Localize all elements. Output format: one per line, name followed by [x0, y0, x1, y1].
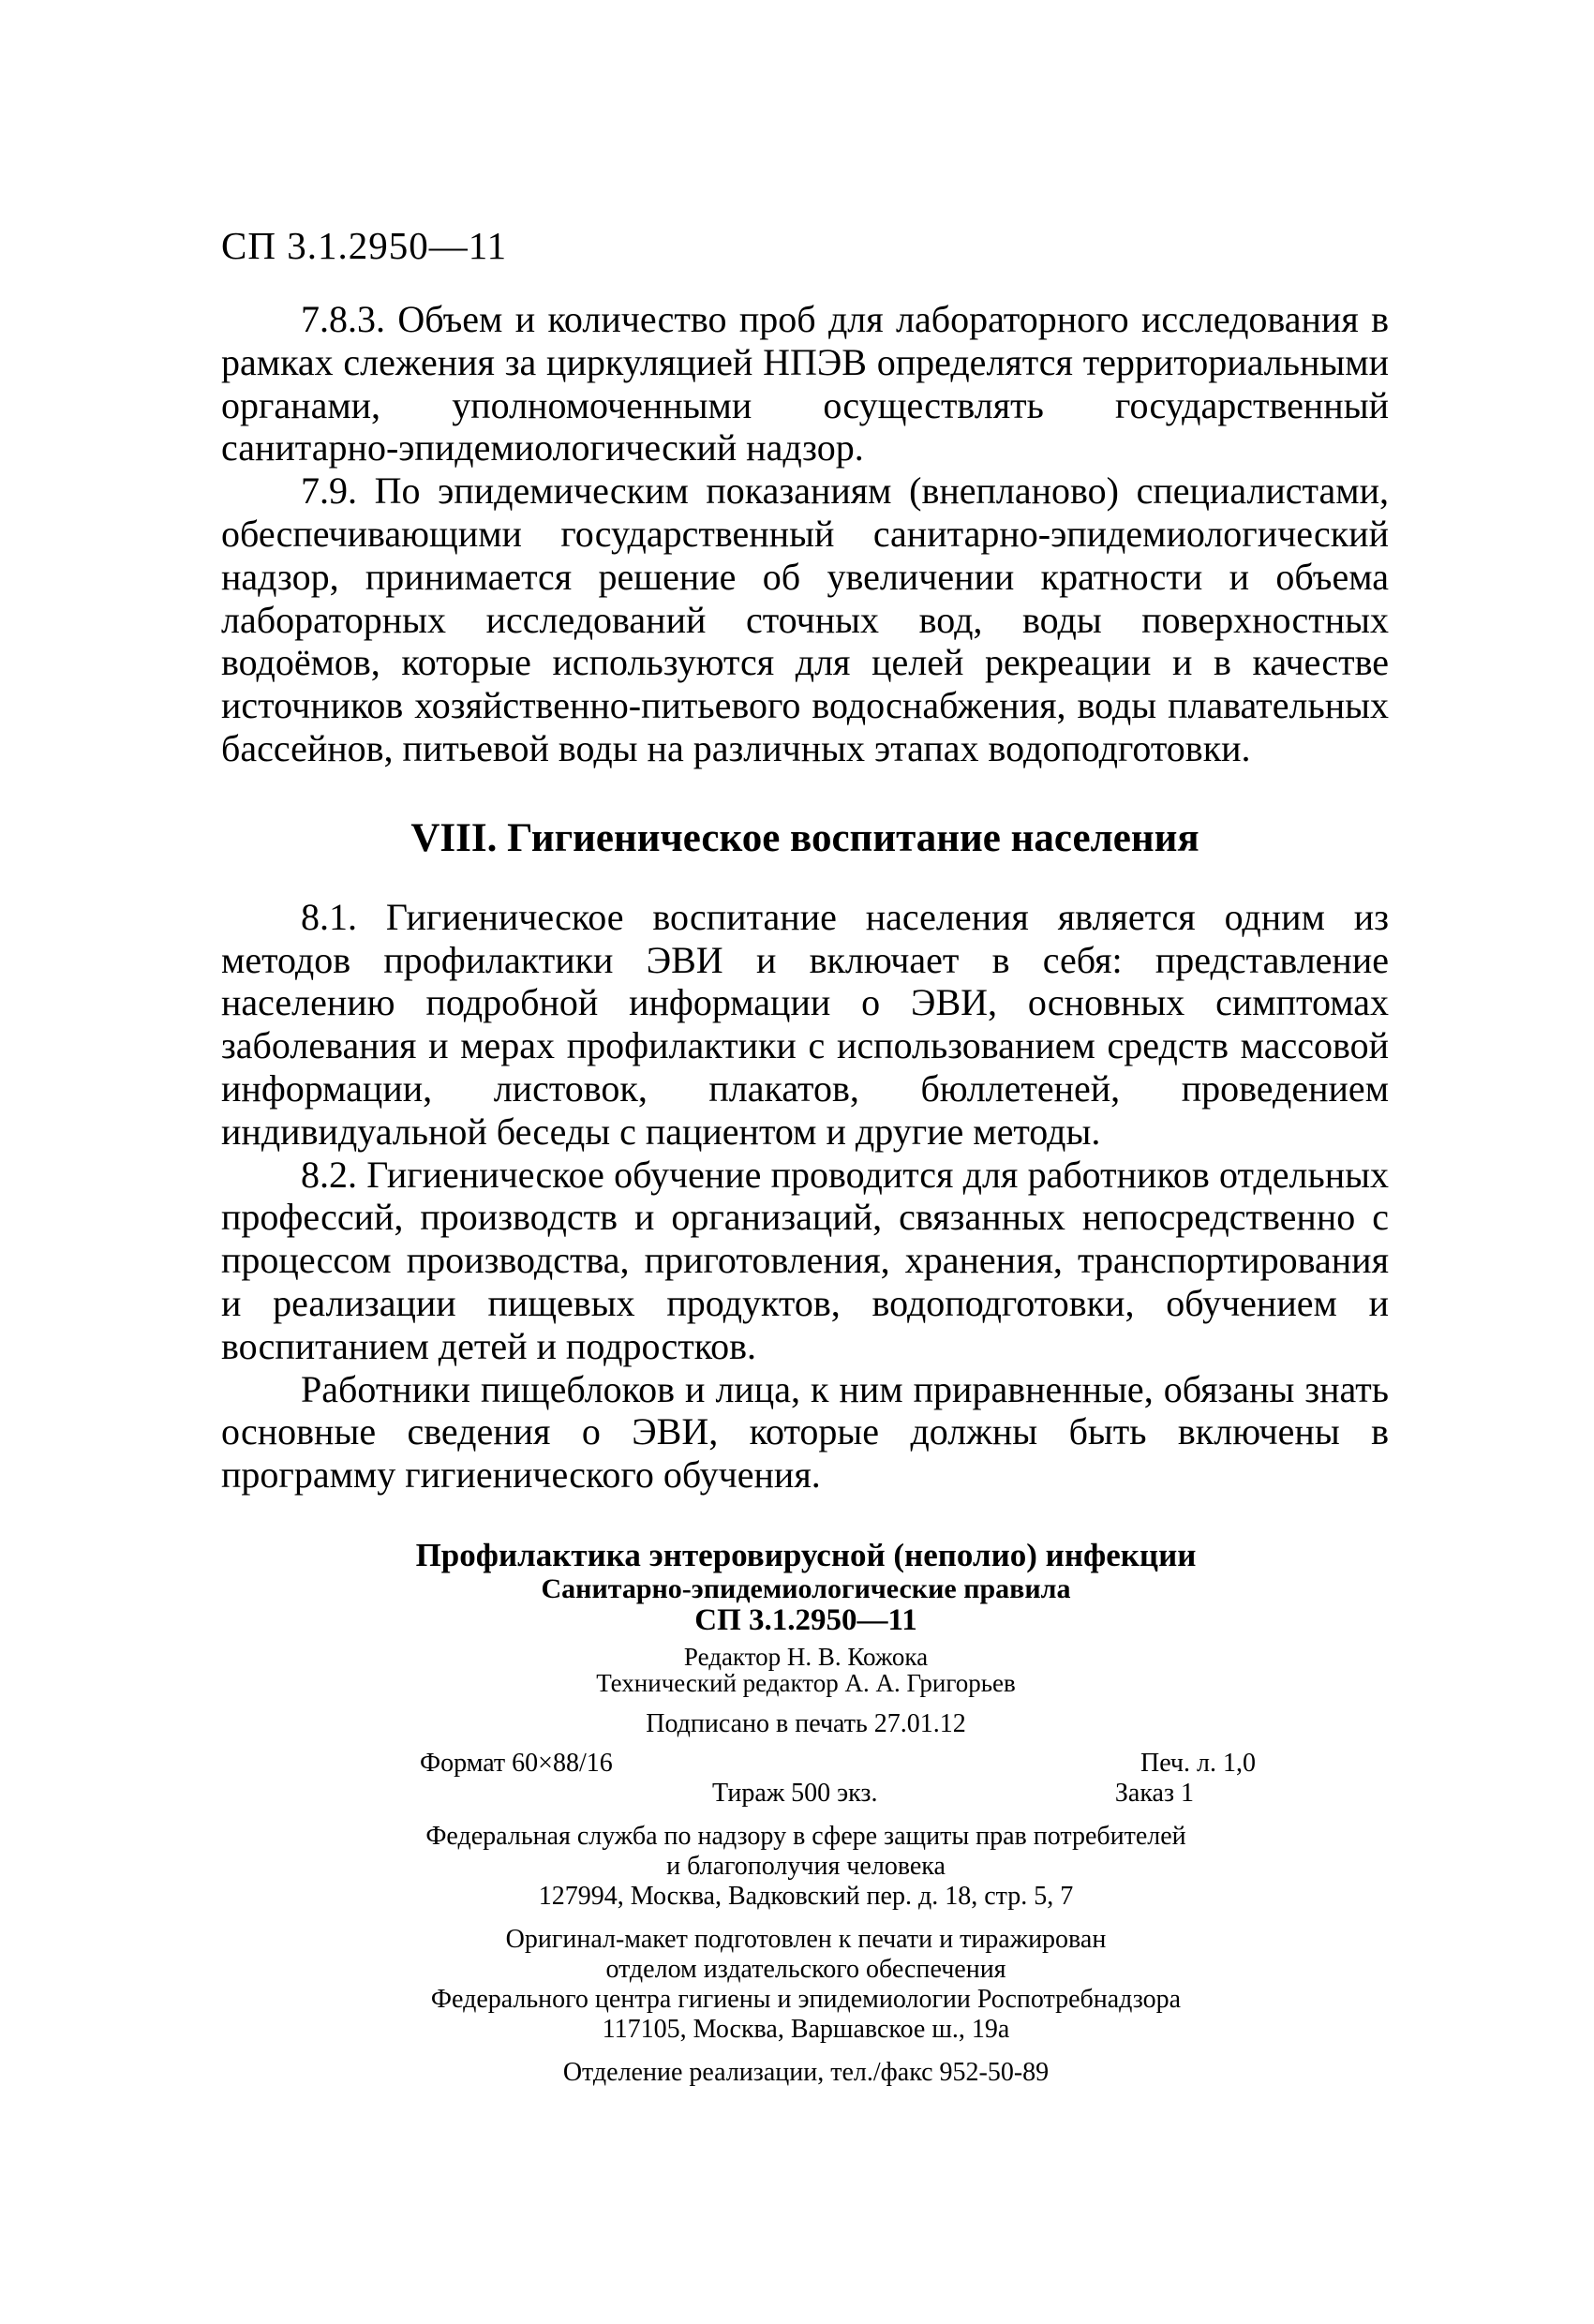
imprint-sales: Отделение реализации, тел./факс 952-50-89	[562, 2058, 1050, 2087]
paragraph-7-8-3: 7.8.3. Объем и количество проб для лабораторного исследования в рамках слежения за циркуляцией НПЭВ определятся территориальными органами, уполномоченными осуществлять государственный санитарно-эпидемиологический надзор.	[221, 298, 1389, 469]
imprint-block	[356, 1537, 1256, 2088]
imprint-tech-editor: Технический редактор А. А. Григорьев	[596, 1669, 1016, 1697]
imprint-format-row	[356, 1749, 1256, 1809]
imprint-agency-address: 127994, Москва, Вадковский пер. д. 18, стр. 5, 7	[538, 1882, 1074, 1911]
imprint-layout-line2: отделом издательского обеспечения	[605, 1955, 1006, 1984]
imprint-order: Заказ 1	[1114, 1779, 1194, 1808]
imprint-layout-line1: Оригинал-макет подготовлен к печати и тиражирован	[505, 1925, 1107, 1954]
imprint-layout-line3: Федерального центра гигиены и эпидемиологии Роспотребнадзора	[430, 1985, 1182, 2014]
main-text	[221, 298, 1389, 1497]
imprint-signed: Подписано в печать 27.01.12	[646, 1709, 966, 1738]
imprint-print-run: Тираж 500 экз.	[712, 1779, 878, 1808]
imprint-agency-line2: и благополучия человека	[666, 1852, 946, 1881]
section-heading: VIII. Гигиеническое воспитание населения	[410, 815, 1199, 860]
imprint-sheets: Печ. л. 1,0	[1140, 1749, 1256, 1778]
paragraph-7-9: 7.9. По эпидемическим показаниям (внепланово) специалистами, обеспечивающими государственный санитарно-эпидемиологический надзор, принимается решение об увеличении кратности и объема лабораторных исследований сточных вод, воды поверхностных водоёмов, которые используются для целей рекреации и в качестве источников хозяйственно-питьевого водоснабжения, воды плавательных бассейнов, питьевой воды на различных этапах водоподготовки.	[221, 469, 1389, 769]
imprint-title: Профилактика энтеровирусной (неполио) инфекции	[415, 1537, 1197, 1573]
imprint-format: Формат 60×88/16	[420, 1749, 613, 1778]
paragraph-8-1: 8.1. Гигиеническое воспитание населения является одним из методов профилактики ЭВИ и включает в себя: представление населению подробной информации о ЭВИ, основных симптомах заболевания и мерах профилактики с использованием средств массовой информации, листовок, плакатов, бюллетеней, проведением индивидуальной беседы с пациентом и другие методы.	[221, 895, 1389, 1153]
imprint-agency-line1: Федеральная служба по надзору в сфере защиты прав потребителей	[425, 1822, 1186, 1851]
running-header: СП 3.1.2950—11	[221, 224, 508, 267]
paragraph-workers: Работники пищеблоков и лица, к ним приравненные, обязаны знать основные сведения о ЭВИ, которые должны быть включены в программу гигиенического обучения.	[221, 1367, 1389, 1497]
paragraph-8-2: 8.2. Гигиеническое обучение проводится для работников отдельных профессий, производств и организаций, связанных непосредственно с процессом производства, приготовления, хранения, транспортирования и реализации пищевых продуктов, водоподготовки, обучением и воспитанием детей и подростков.	[221, 1153, 1389, 1367]
imprint-layout-address: 117105, Москва, Варшавское ш., 19а	[602, 2015, 1010, 2044]
imprint-subtitle: Санитарно-эпидемиологические правила	[541, 1573, 1071, 1604]
imprint-code: СП 3.1.2950—11	[694, 1603, 917, 1637]
imprint-editor: Редактор Н. В. Кожока	[683, 1643, 929, 1671]
